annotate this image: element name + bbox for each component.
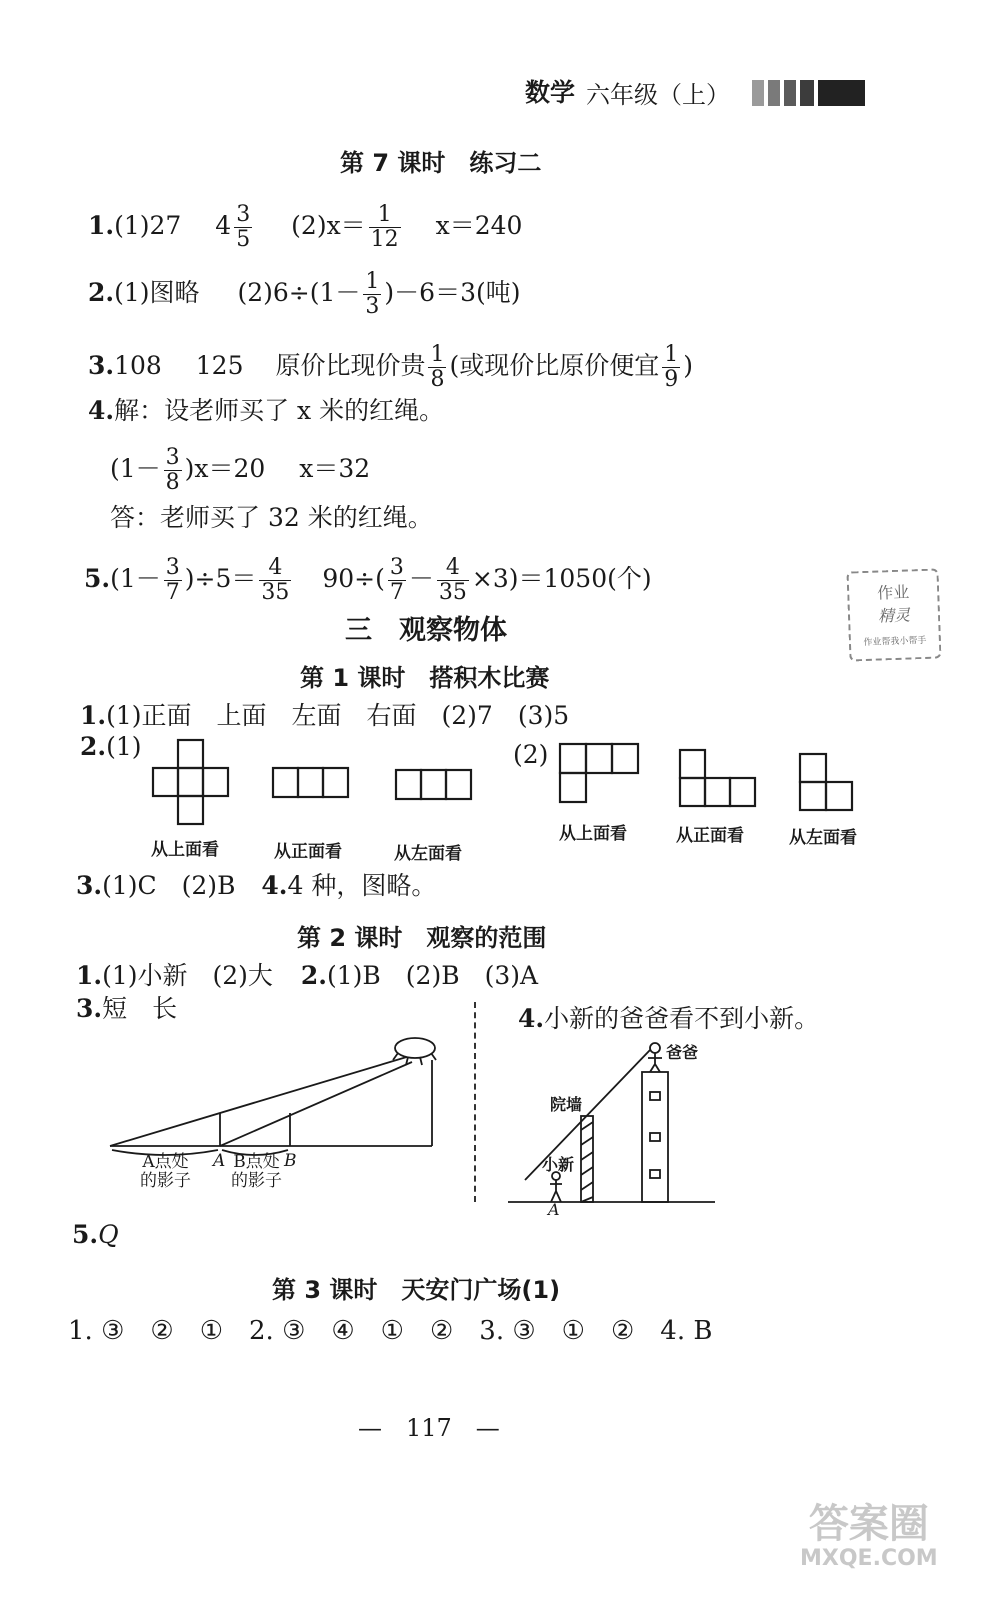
dad-head [650, 1043, 660, 1053]
top-view-l-shape [560, 744, 638, 802]
view-caption-front-2: 从正面看 [676, 826, 744, 846]
lesson1-q2-label: 2.(1) [80, 732, 142, 761]
lesson1-q3-q4: 3.(1)C (2)B 4.4 种，图略。 [76, 871, 437, 900]
view-caption-top-2: 从上面看 [559, 824, 627, 844]
view-caption-top-1: 从上面看 [151, 840, 219, 860]
header-decor-bar [752, 80, 865, 106]
lesson2-q5: 5.Q [72, 1220, 119, 1249]
view-caption-front-1: 从正面看 [274, 842, 342, 862]
lesson7-q5: 5.(1－ $\frac{3}{7}$ )÷5＝ $\frac{4}{35}$ 90÷( $\frac{3}{7}$ － $\frac{4}{35}$ ×3)＝1050(个) [84, 555, 652, 605]
lesson1-title: 第 1 课时 搭积木比赛 [300, 664, 550, 692]
dad-label: 爸爸 [666, 1043, 699, 1062]
lesson7-q4-line1: 4.解：设老师买了 x 米的红绳。 [88, 396, 445, 425]
lesson3-answers: 1. ③ ② ① 2. ③ ④ ① ② 3. ③ ① ② 4. B [68, 1316, 713, 1346]
lesson7-q3: 3.108 125 原价比现价贵 $\frac{1}{8}$ (或现价比原价便宜 $\frac{1}{9}$ ) [88, 342, 693, 392]
lesson2-title: 第 2 课时 观察的范围 [297, 924, 547, 952]
view-caption-left-2: 从左面看 [789, 828, 857, 848]
lesson3-title: 第 3 课时 天安门广场(1) [272, 1276, 561, 1304]
unit3-title: 三 观察物体 [345, 615, 507, 646]
wall-point-a-label: A [548, 1200, 560, 1219]
left-view-step [800, 754, 852, 810]
lesson7-q2: 2.(1)图略 (2)6÷(1－ $\frac{1}{3}$ )－6＝3(吨) [88, 269, 521, 319]
left-view-row [396, 770, 471, 799]
top-view-cross [153, 740, 228, 824]
a-shadow-label: A点处 的影子 [140, 1152, 191, 1191]
lesson1-q1: 1.(1)正面 上面 左面 右面 (2)7 (3)5 [80, 701, 570, 730]
b-shadow-label: B点处 的影子 [231, 1152, 282, 1191]
lesson1-q2-part2-label: (2) [513, 740, 549, 769]
lesson2-q1-q2: 1.(1)小新 (2)大 2.(1)B (2)B (3)A [76, 961, 539, 990]
header-grade: 六年级（上） [586, 81, 730, 109]
lesson7-title: 第 7 课时 练习二 [340, 149, 542, 177]
block-views-diagram [0, 730, 996, 870]
page-number: — 117 — [358, 1414, 500, 1442]
column-divider [474, 1002, 476, 1202]
front-view-step [680, 750, 755, 806]
header-subject: 数学 [525, 78, 576, 107]
lesson7-q4-line2: (1－ $\frac{3}{8}$ )x＝20 x＝32 [110, 445, 371, 495]
lesson2-q3: 3.短 长 [76, 994, 178, 1023]
watermark: 答案圈 MXQE.COM [800, 1501, 938, 1571]
homework-stamp: 作业 精灵 作业帮我小帮手 [846, 568, 941, 661]
lamp [395, 1038, 435, 1058]
lesson7-q1: 1.(1)27 4 $\frac{3}{5}$ (2)x＝ $\frac{1}{12}$ x＝240 [88, 202, 523, 252]
xiaoxin-label: 小新 [542, 1155, 575, 1174]
point-b-label: B [284, 1151, 297, 1171]
wall-label: 院墙 [550, 1095, 583, 1114]
lesson7-q4-answer: 答：老师买了 32 米的红绳。 [110, 503, 433, 532]
view-caption-left-1: 从左面看 [394, 844, 462, 864]
lesson2-q4: 4.小新的爸爸看不到小新。 [518, 1004, 820, 1033]
front-view-row [273, 768, 348, 797]
light-ray-a [110, 1056, 410, 1146]
point-a-label: A [213, 1151, 226, 1171]
